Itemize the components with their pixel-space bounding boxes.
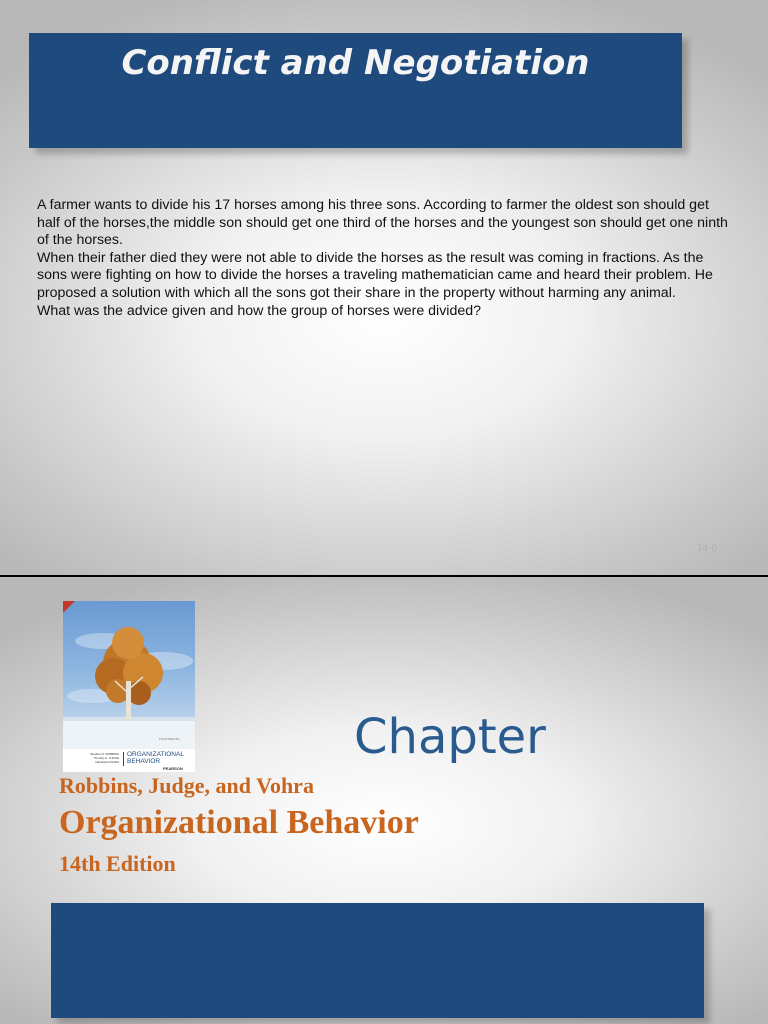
cover-authors xyxy=(67,752,119,764)
paragraph-story: When their father died they were not able to divide the horses as the result was coming in fractions. As the sons were fighting on how to divide the horses a traveling mathematician came and heard their problem. He proposed a solution with which all the sons got their share in the property without harming any animal. xyxy=(37,249,713,301)
slide-chapter-cover xyxy=(0,577,768,1024)
slide-body xyxy=(37,197,732,320)
book-authors: Robbins, Judge, and Vohra xyxy=(59,773,314,798)
cover-title-line-2: BEHAVIOR xyxy=(127,758,161,765)
cover-title-line-1: ORGANIZATIONAL xyxy=(127,751,184,758)
svg-text:FOURTEENTH: FOURTEENTH xyxy=(159,737,180,741)
tree-in-snow-icon xyxy=(63,601,195,772)
slide-title: Conflict and Negotiation xyxy=(121,43,590,83)
cover-author-1: Stephen P. ROBBINS xyxy=(90,752,119,756)
cover-title xyxy=(127,751,193,765)
slide-number: 14-0 xyxy=(697,543,718,554)
paragraph-problem: A farmer wants to divide his 17 horses among his three sons. According to farmer the oldest son should get half of the horses,the middle son should get one third of the horses and the youngest son should get one ninth of the horses. xyxy=(37,197,728,249)
book-title: Organizational Behavior xyxy=(59,804,419,841)
cover-divider xyxy=(123,752,124,766)
book-cover-image xyxy=(63,601,195,772)
bottom-title-bar xyxy=(51,903,704,1018)
book-edition: 14th Edition xyxy=(59,851,176,876)
chapter-label: Chapter xyxy=(354,709,546,765)
cover-publisher: PEARSON xyxy=(163,766,183,771)
paragraph-question: What was the advice given and how the group of horses were divided? xyxy=(37,302,482,319)
title-bar xyxy=(29,33,682,148)
cover-author-2: Timothy A. JUDGE xyxy=(93,756,119,760)
cover-author-3: Neharika VOHRA xyxy=(95,760,119,764)
